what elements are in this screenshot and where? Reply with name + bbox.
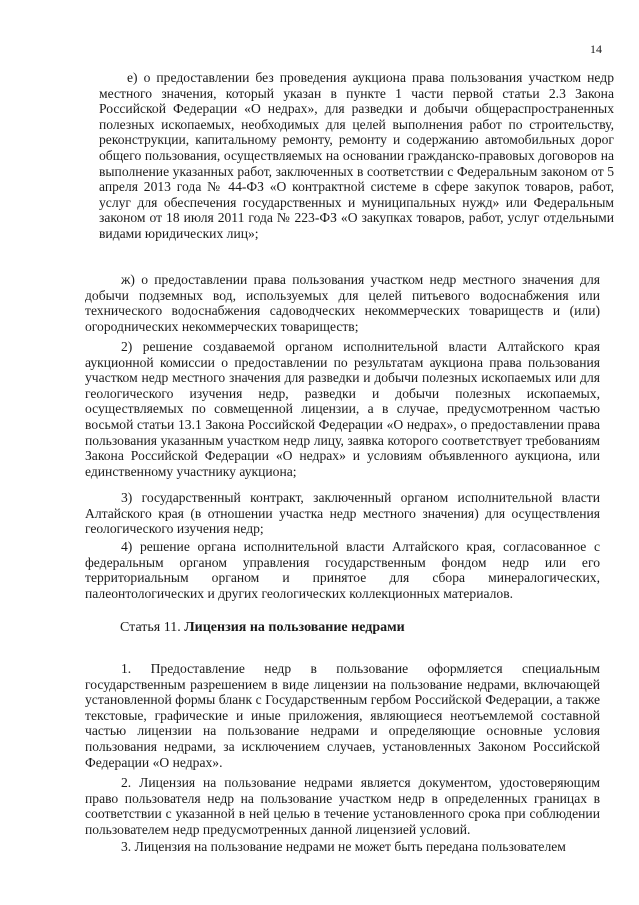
paragraph-item-2: 2) решение создаваемой органом исполнительной власти Алтайского края аукционной комиссии о предоставлении по результатам аукциона права пользования участком недр местного значения для разведки и добычи полезных ископаемых или для геологического изучения недр, разведки и добычи полезных ископаемых, осуществляемых по совмещенной лицензии, а в случае, предусмотренном частью восьмой статьи 13.1 Закона Российской Федерации «О недрах», о предоставлении права пользования указанным участком недр лицу, заявка которого соответствует требованиям Закона Российской Федерации «О недрах» и условиям объявленного аукциона, или единственному участнику аукциона;: [85, 339, 600, 479]
paragraph-item-e: е) о предоставлении без проведения аукциона права пользования участком недр местного значения, который указан в пункте 1 части первой статьи 2.3 Закона Российской Федерации «О недрах», для разведки и добычи общераспространенных полезных ископаемых, необходимых для целей выполнения работ по строительству, реконструкции, капитальному ремонту, ремонту и содержанию автомобильных дорог общего пользования, осуществляемых на основании гражданско-правовых договоров на выполнение указанных работ, заключенных в соответствии с Федеральным законом от 5 апреля 2013 года № 44-ФЗ «О контрактной системе в сфере закупок товаров, работ, услуг для обеспечения государственных и муниципальных нужд» или Федеральным законом от 18 июля 2011 года № 223-ФЗ «О закупках товаров, работ, услуг отдельными видами юридических лиц»;: [99, 70, 614, 241]
article-paragraph-1: 1. Предоставление недр в пользование оформляется специальным государственным разрешением в виде лицензии на пользование недрами, включающей установленной формы бланк с Государственным гербом Российской Федерации, а также текстовые, графические и иные приложения, являющиеся неотъемлемой составной частью лицензии на пользование недрами и определяющие основные условия пользования недрами, за исключением случаев, установленных Законом Российской Федерации «О недрах».: [85, 661, 600, 770]
paragraph-item-4: 4) решение органа исполнительной власти Алтайского края, согласованное с федеральным органом управления государственным фондом недр или его территориальным органом и принятое для сбора минералогических, палеонтологических и других геологических коллекционных материалов.: [85, 539, 600, 601]
article-paragraph-2: 2. Лицензия на пользование недрами является документом, удостоверяющим право пользователя недр на пользование участком недр в определенных границах в соответствии с указанной в ней целью в течение установленного срока при соблюдении пользователем недр предусмотренных данной лицензией условий.: [85, 775, 600, 837]
paragraph-item-zh: ж) о предоставлении права пользования участком недр местного значения для добычи подземных вод, используемых для целей питьевого водоснабжения или технического водоснабжения садоводческих некоммерческих товариществ и (или) огороднических некоммерческих товариществ;: [85, 272, 600, 334]
article-number: Статья 11.: [120, 620, 181, 635]
paragraph-item-3: 3) государственный контракт, заключенный органом исполнительной власти Алтайского края (в отношении участка недр местного значения) для осуществления геологического изучения недр;: [85, 490, 600, 537]
article-heading: [120, 620, 405, 636]
article-paragraph-3: 3. Лицензия на пользование недрами не может быть передана пользователем: [121, 839, 566, 854]
article-title: Лицензия на пользование недрами: [184, 620, 405, 635]
page-number: 14: [590, 42, 602, 56]
